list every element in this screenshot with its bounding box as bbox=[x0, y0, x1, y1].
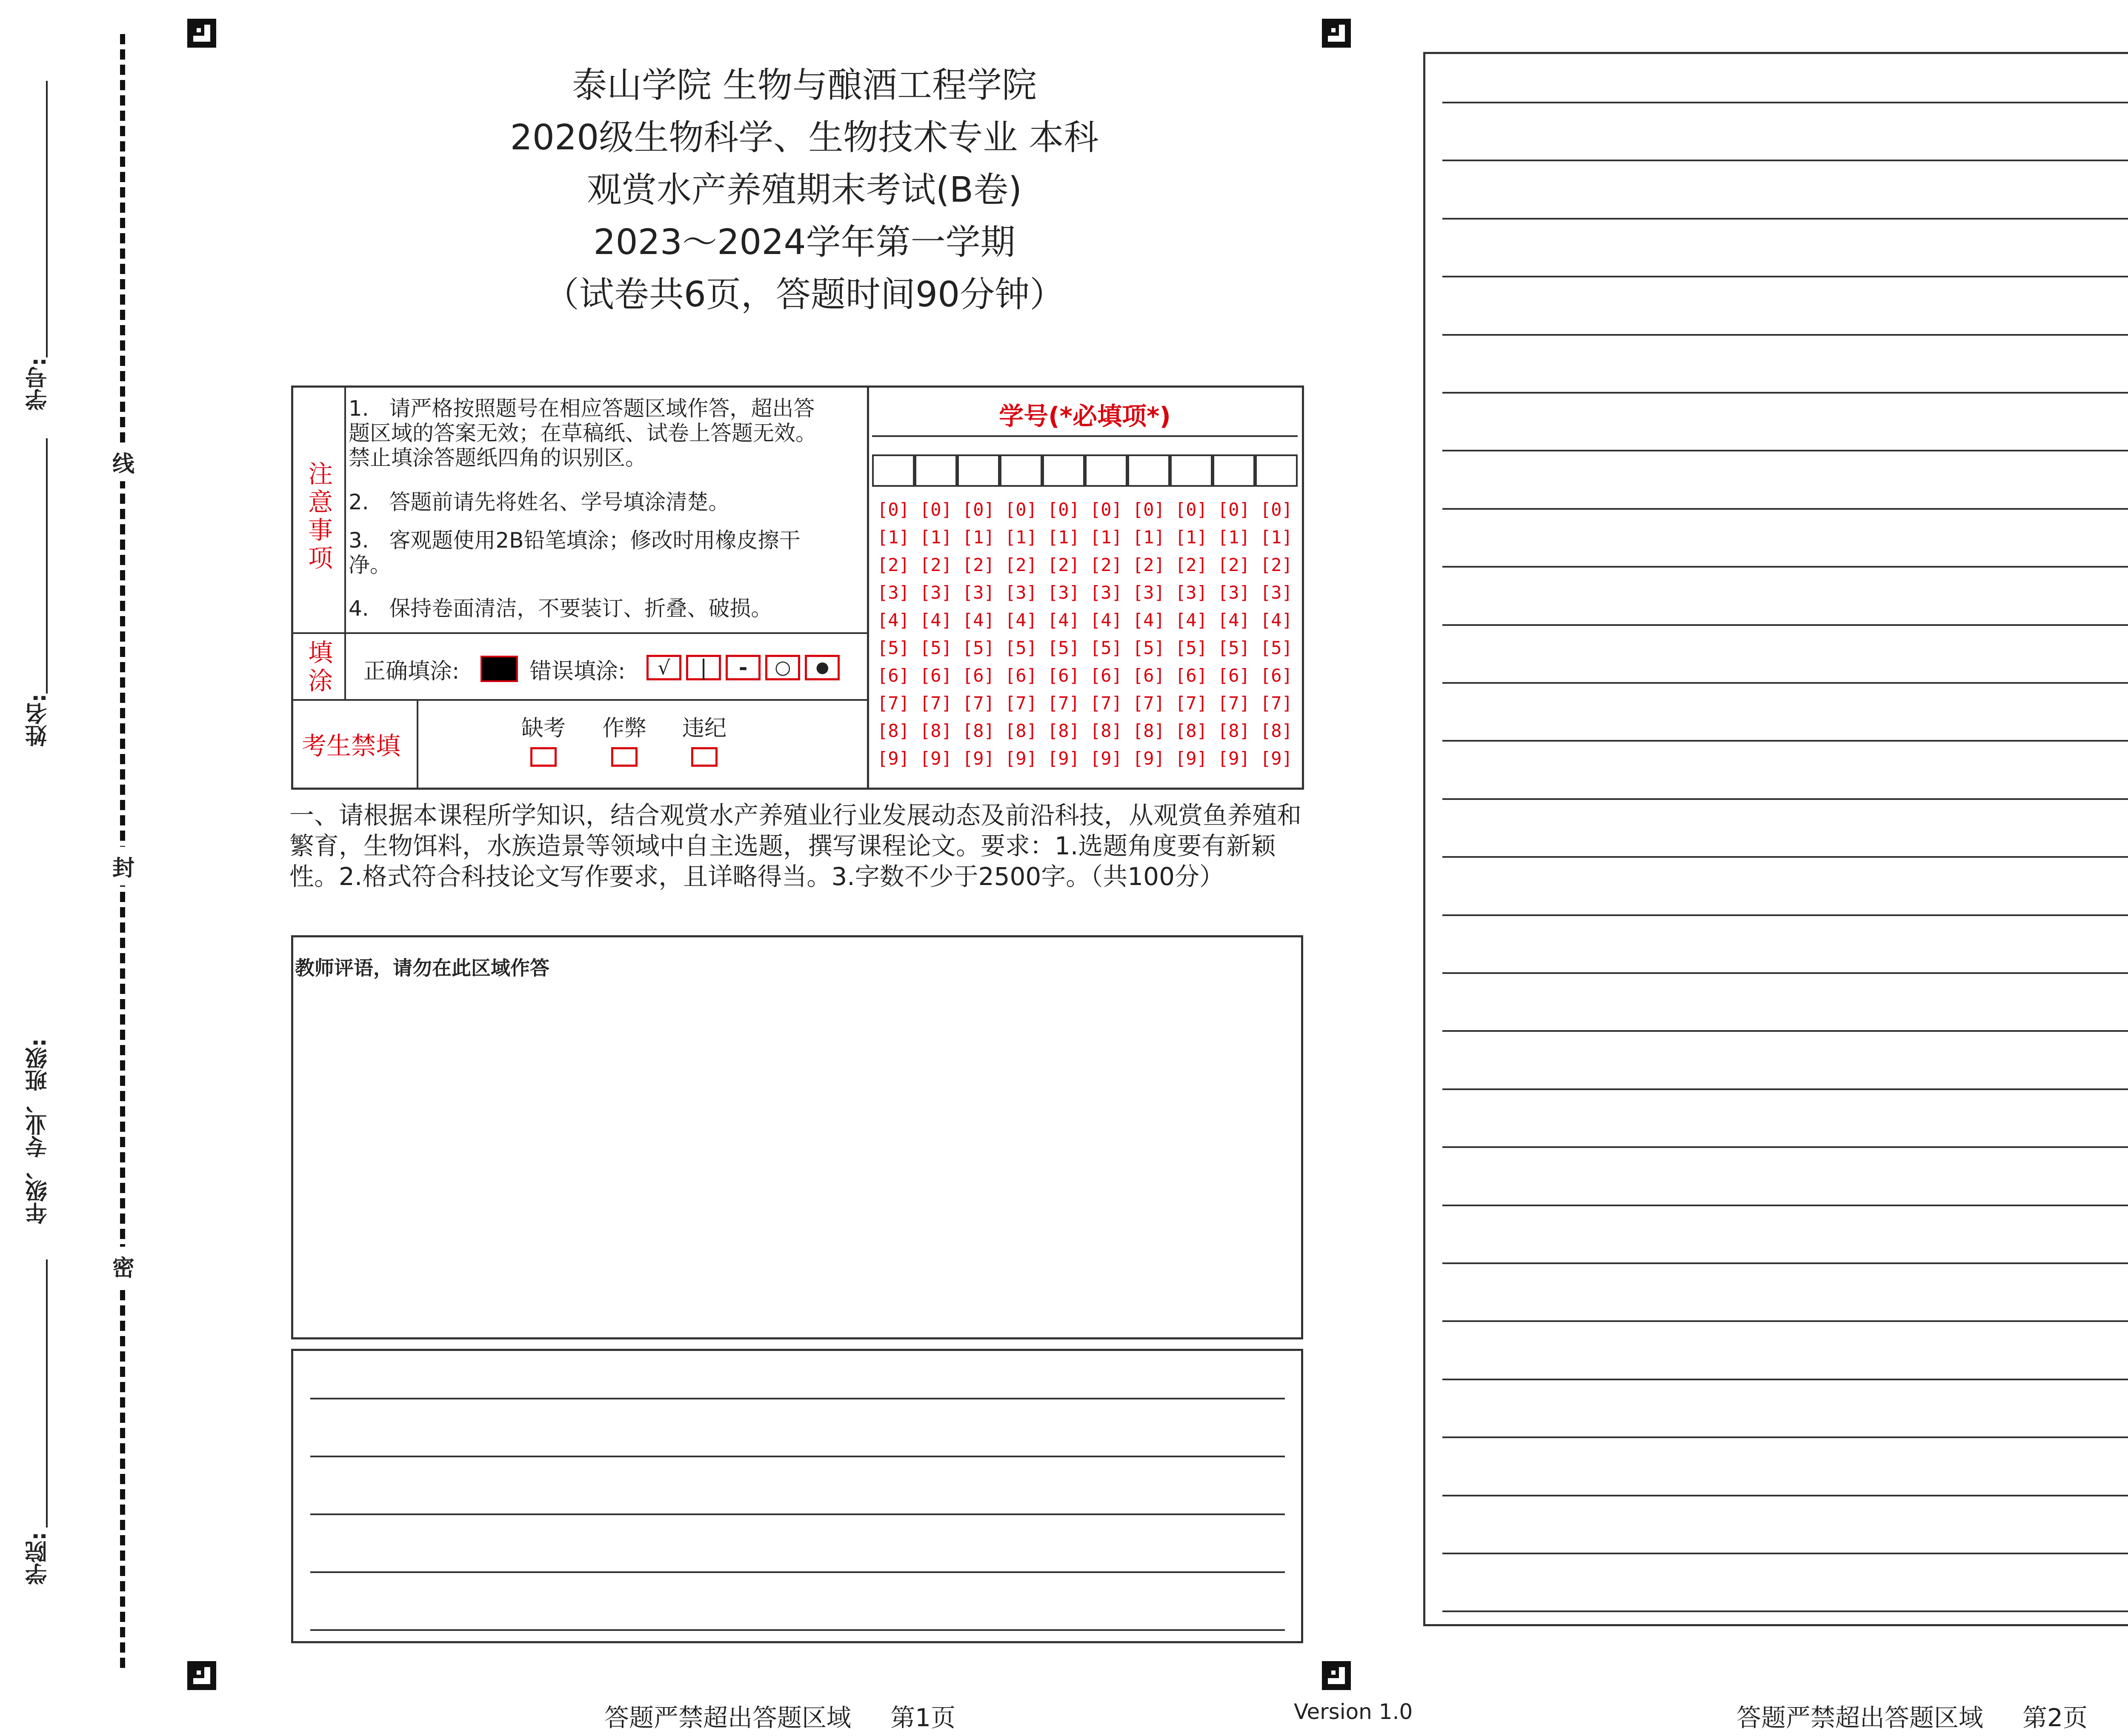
student-id-bubble[interactable]: [8] bbox=[1260, 720, 1293, 741]
student-id-label: 学号: bbox=[26, 357, 51, 411]
student-id-bubble[interactable]: [7] bbox=[1047, 693, 1080, 714]
answer-line bbox=[310, 1629, 1285, 1631]
alignment-marker-top-center bbox=[1322, 19, 1351, 48]
footer-page1: 答题严禁超出答题区域 第1页 bbox=[604, 1703, 956, 1732]
student-id-bubble[interactable]: [7] bbox=[1133, 693, 1165, 714]
answer-line bbox=[1442, 218, 2128, 220]
name-field[interactable] bbox=[46, 438, 48, 694]
answer-line bbox=[1442, 1495, 2128, 1496]
student-id-bubble[interactable]: [1] bbox=[1218, 527, 1250, 548]
prohibited-cheating-label: 作弊 bbox=[602, 716, 646, 741]
student-id-bubble[interactable]: [6] bbox=[920, 665, 952, 686]
prohibited-absent-box[interactable] bbox=[530, 747, 557, 767]
student-id-bubble[interactable]: [4] bbox=[920, 610, 952, 631]
teacher-comment-area bbox=[291, 935, 1303, 1339]
student-id-bubble[interactable]: [0] bbox=[962, 499, 995, 520]
student-id-bubble[interactable]: [5] bbox=[1260, 637, 1293, 658]
answer-line bbox=[1442, 334, 2128, 336]
header-line-major: 2020级生物科学、生物技术专业 本科 bbox=[510, 117, 1099, 158]
student-id-digit-box[interactable] bbox=[1255, 454, 1298, 487]
answer-line bbox=[1442, 1030, 2128, 1032]
student-id-bubble[interactable]: [4] bbox=[962, 610, 995, 631]
answer-line bbox=[1442, 508, 2128, 510]
alignment-marker-bottom-left bbox=[187, 1661, 216, 1690]
student-id-bubble[interactable]: [4] bbox=[1133, 610, 1165, 631]
prohibited-absent-label: 缺考 bbox=[521, 716, 566, 741]
student-id-bubble[interactable]: [4] bbox=[1260, 610, 1293, 631]
student-id-bubble[interactable]: [6] bbox=[1005, 665, 1037, 686]
prohibited-cheating[interactable] bbox=[599, 710, 650, 767]
notice-item-4: 4. 保持卷面清洁，不要装订、折叠、破损。 bbox=[349, 596, 772, 621]
cut-mark-secret: 密 bbox=[112, 1247, 134, 1285]
wrong-mark-dash: - bbox=[726, 655, 761, 680]
student-id-digit-box[interactable] bbox=[1213, 454, 1255, 487]
student-id-bubble[interactable]: [3] bbox=[962, 582, 995, 603]
student-id-bubble[interactable]: [5] bbox=[962, 637, 995, 658]
student-id-bubble[interactable]: [1] bbox=[1005, 527, 1037, 548]
student-id-bubble[interactable]: [6] bbox=[1260, 665, 1293, 686]
student-id-bubble[interactable]: [9] bbox=[1260, 748, 1293, 769]
student-id-bubble[interactable]: [6] bbox=[1218, 665, 1250, 686]
student-id-bubble[interactable]: [1] bbox=[962, 527, 995, 548]
student-id-bubble[interactable]: [3] bbox=[1175, 582, 1207, 603]
student-id-bubble[interactable]: [4] bbox=[1047, 610, 1080, 631]
answer-line bbox=[310, 1398, 1285, 1399]
student-id-bubble[interactable]: [6] bbox=[877, 665, 910, 686]
student-id-title: 学号(*必填项*) bbox=[999, 402, 1171, 431]
student-id-bubble[interactable]: [9] bbox=[1047, 748, 1080, 769]
student-id-bubble[interactable]: [1] bbox=[877, 527, 910, 548]
student-id-bubble[interactable]: [4] bbox=[1218, 610, 1250, 631]
header-line-exam: 观赏水产养殖期末考试(B卷) bbox=[586, 170, 1022, 210]
cut-mark-seal: 封 bbox=[112, 847, 134, 885]
answer-area-page1[interactable] bbox=[291, 1349, 1303, 1643]
student-id-bubble[interactable]: [0] bbox=[1005, 499, 1037, 520]
fill-example-correct-label: 正确填涂: bbox=[363, 659, 460, 684]
student-id-bubble[interactable]: [0] bbox=[1218, 499, 1250, 520]
student-id-bubble[interactable]: [0] bbox=[1260, 499, 1293, 520]
student-id-bubble[interactable]: [8] bbox=[1090, 720, 1122, 741]
student-id-bubble[interactable]: [8] bbox=[1047, 720, 1080, 741]
student-id-bubble[interactable]: [0] bbox=[1090, 499, 1122, 520]
student-id-bubble[interactable]: [5] bbox=[920, 637, 952, 658]
notice-label: 注意事项 bbox=[308, 460, 333, 573]
wrong-mark-bar: | bbox=[686, 655, 721, 680]
question-text: 一、请根据本课程所学知识，结合观赏水产养殖业行业发展动态及前沿科技，从观赏鱼养殖和繁育，生物饵料，水族造景等领域中自主选题，撰写课程论文。要求：1.选题角度要有新颖性。2.格式符合科技论文写作要求，且详略得当。3.字数不少于2500字。（共100分） bbox=[289, 801, 1302, 891]
student-id-bubble[interactable]: [5] bbox=[1133, 637, 1165, 658]
answer-line bbox=[310, 1456, 1285, 1457]
student-id-bubble[interactable]: [6] bbox=[962, 665, 995, 686]
fill-example-label: 填涂 bbox=[308, 638, 333, 695]
student-id-bubble[interactable]: [4] bbox=[877, 610, 910, 631]
student-id-bubble[interactable]: [4] bbox=[1005, 610, 1037, 631]
answer-line bbox=[1442, 102, 2128, 103]
school-label: 学院: bbox=[26, 1532, 51, 1585]
student-id-bubble[interactable]: [8] bbox=[1218, 720, 1250, 741]
correct-fill-sample bbox=[481, 656, 518, 682]
student-id-bubble[interactable]: [2] bbox=[1260, 554, 1293, 575]
student-id-bubble[interactable]: [7] bbox=[1005, 693, 1037, 714]
student-id-bubble[interactable]: [2] bbox=[1218, 554, 1250, 575]
answer-line bbox=[1442, 856, 2128, 858]
student-id-bubble[interactable]: [6] bbox=[1133, 665, 1165, 686]
prohibited-absent[interactable] bbox=[518, 710, 569, 767]
student-id-bubble[interactable]: [2] bbox=[920, 554, 952, 575]
answer-line bbox=[1442, 1436, 2128, 1438]
answer-line bbox=[1442, 1610, 2128, 1612]
student-id-bubble[interactable]: [5] bbox=[1090, 637, 1122, 658]
student-id-bubble[interactable]: [9] bbox=[1005, 748, 1037, 769]
student-id-bubble[interactable]: [0] bbox=[1047, 499, 1080, 520]
student-id-bubble[interactable]: [3] bbox=[1133, 582, 1165, 603]
student-id-bubble[interactable]: [2] bbox=[1090, 554, 1122, 575]
student-id-bubble[interactable]: [6] bbox=[1175, 665, 1207, 686]
student-id-digit-box[interactable] bbox=[1085, 454, 1127, 487]
student-id-bubble[interactable]: [1] bbox=[1175, 527, 1207, 548]
answer-line bbox=[1442, 566, 2128, 568]
student-id-digit-box[interactable] bbox=[1127, 454, 1170, 487]
alignment-marker-top-left bbox=[187, 19, 216, 48]
student-id-bubble[interactable]: [0] bbox=[877, 499, 910, 520]
prohibited-violation-label: 违纪 bbox=[682, 716, 726, 741]
header-line-pages: （试卷共6页，答题时间90分钟） bbox=[544, 274, 1065, 315]
wrong-mark-circle: ○ bbox=[765, 655, 800, 680]
answer-line bbox=[1442, 740, 2128, 742]
fill-example-wrong-label: 错误填涂: bbox=[529, 659, 626, 684]
wrong-mark-dot: ● bbox=[805, 655, 840, 680]
answer-line bbox=[310, 1571, 1285, 1573]
student-id-bubble[interactable]: [8] bbox=[1005, 720, 1037, 741]
student-id-bubble[interactable]: [4] bbox=[1175, 610, 1207, 631]
cut-mark-line: 线 bbox=[112, 443, 134, 481]
student-id-bubble[interactable]: [0] bbox=[920, 499, 952, 520]
answer-area-page2[interactable] bbox=[1423, 52, 2128, 1626]
answer-line bbox=[1442, 276, 2128, 277]
student-id-digit-box[interactable] bbox=[957, 454, 1000, 487]
header-line-school: 泰山学院 生物与酿酒工程学院 bbox=[572, 65, 1037, 106]
student-id-bubble[interactable]: [3] bbox=[1260, 582, 1293, 603]
header-line-term: 2023～2024学年第一学期 bbox=[593, 222, 1015, 263]
answer-line bbox=[1442, 624, 2128, 626]
notice-item-2: 2. 答题前请先将姓名、学号填涂清楚。 bbox=[349, 490, 730, 514]
student-id-bubble[interactable]: [7] bbox=[877, 693, 910, 714]
teacher-comment-label: 教师评语，请勿在此区域作答 bbox=[295, 957, 549, 979]
name-label: 姓名: bbox=[26, 694, 51, 747]
student-id-bubble[interactable]: [1] bbox=[920, 527, 952, 548]
answer-line bbox=[1442, 1262, 2128, 1264]
answer-line bbox=[1442, 1553, 2128, 1554]
student-id-bubble[interactable]: [3] bbox=[1090, 582, 1122, 603]
prohibited-violation[interactable] bbox=[679, 710, 730, 767]
alignment-marker-bottom-center bbox=[1322, 1661, 1351, 1690]
answer-line bbox=[1442, 914, 2128, 916]
footer-version: Version 1.0 bbox=[1294, 1699, 1413, 1724]
student-id-bubble[interactable]: [3] bbox=[920, 582, 952, 603]
student-id-bubble[interactable]: [1] bbox=[1260, 527, 1293, 548]
answer-line bbox=[1442, 1320, 2128, 1322]
student-id-bubble[interactable]: [8] bbox=[1133, 720, 1165, 741]
student-id-bubble[interactable]: [0] bbox=[1133, 499, 1165, 520]
student-id-digit-box[interactable] bbox=[915, 454, 957, 487]
student-id-bubble[interactable]: [9] bbox=[962, 748, 995, 769]
student-id-bubble[interactable]: [5] bbox=[1218, 637, 1250, 658]
answer-line bbox=[1442, 798, 2128, 800]
student-id-bubble[interactable]: [7] bbox=[1175, 693, 1207, 714]
student-id-bubble[interactable]: [2] bbox=[962, 554, 995, 575]
wrong-mark-check: √ bbox=[646, 655, 681, 680]
student-id-bubble[interactable]: [5] bbox=[877, 637, 910, 658]
student-id-field[interactable] bbox=[46, 81, 48, 357]
student-id-bubble[interactable]: [7] bbox=[962, 693, 995, 714]
student-id-digit-box[interactable] bbox=[1042, 454, 1085, 487]
student-id-bubble[interactable]: [5] bbox=[1005, 637, 1037, 658]
student-id-bubble[interactable]: [0] bbox=[1175, 499, 1207, 520]
student-id-bubble[interactable]: [1] bbox=[1133, 527, 1165, 548]
info-box bbox=[291, 385, 1304, 790]
answer-line bbox=[1442, 1088, 2128, 1090]
student-id-bubble[interactable]: [3] bbox=[877, 582, 910, 603]
prohibited-cheating-box[interactable] bbox=[611, 747, 638, 767]
class-label: 年级、专业、班级: bbox=[26, 1038, 51, 1224]
student-id-bubble[interactable]: [9] bbox=[1090, 748, 1122, 769]
footer-page2: 答题严禁超出答题区域 第2页 bbox=[1736, 1703, 2088, 1732]
student-id-bubble[interactable]: [9] bbox=[1218, 748, 1250, 769]
answer-line bbox=[1442, 682, 2128, 684]
student-id-bubble[interactable]: [8] bbox=[962, 720, 995, 741]
student-id-bubble[interactable]: [8] bbox=[920, 720, 952, 741]
student-id-bubble[interactable]: [7] bbox=[1218, 693, 1250, 714]
student-id-bubble[interactable]: [9] bbox=[877, 748, 910, 769]
answer-line bbox=[1442, 160, 2128, 161]
student-id-digit-box[interactable] bbox=[872, 454, 915, 487]
student-id-bubble[interactable]: [1] bbox=[1090, 527, 1122, 548]
student-id-bubble[interactable]: [6] bbox=[1047, 665, 1080, 686]
student-id-bubble[interactable]: [7] bbox=[1260, 693, 1293, 714]
notice-item-3: 3. 客观题使用2B铅笔填涂；修改时用橡皮擦干净。 bbox=[349, 528, 801, 577]
student-id-bubble[interactable]: [6] bbox=[1090, 665, 1122, 686]
student-id-bubble[interactable]: [9] bbox=[1175, 748, 1207, 769]
student-id-bubble[interactable]: [9] bbox=[1133, 748, 1165, 769]
answer-line bbox=[1442, 1205, 2128, 1206]
prohibited-label: 考生禁填 bbox=[302, 731, 401, 760]
student-id-bubble[interactable]: [3] bbox=[1047, 582, 1080, 603]
answer-line bbox=[1442, 1146, 2128, 1148]
student-id-bubble[interactable]: [9] bbox=[920, 748, 952, 769]
notice-item-1: 1. 请严格按照题号在相应答题区域作答，超出答题区域的答案无效；在草稿纸、试卷上答题无效。禁止填涂答题纸四角的识别区。 bbox=[349, 396, 817, 470]
student-id-bubble[interactable]: [3] bbox=[1005, 582, 1037, 603]
student-id-digit-box[interactable] bbox=[1170, 454, 1213, 487]
student-id-bubble[interactable]: [8] bbox=[1175, 720, 1207, 741]
answer-line bbox=[1442, 1379, 2128, 1380]
student-id-bubble[interactable]: [1] bbox=[1047, 527, 1080, 548]
student-id-bubble[interactable]: [2] bbox=[877, 554, 910, 575]
student-id-bubble[interactable]: [3] bbox=[1218, 582, 1250, 603]
answer-line bbox=[310, 1513, 1285, 1515]
student-id-bubble[interactable]: [2] bbox=[1175, 554, 1207, 575]
student-id-bubble[interactable]: [2] bbox=[1047, 554, 1080, 575]
school-field[interactable] bbox=[46, 1281, 48, 1528]
answer-line bbox=[1442, 392, 2128, 394]
student-id-bubble[interactable]: [2] bbox=[1005, 554, 1037, 575]
student-id-bubble[interactable]: [4] bbox=[1090, 610, 1122, 631]
answer-line bbox=[1442, 972, 2128, 974]
student-id-bubble[interactable]: [5] bbox=[1047, 637, 1080, 658]
student-id-bubble[interactable]: [8] bbox=[877, 720, 910, 741]
answer-line bbox=[1442, 450, 2128, 451]
student-id-bubble[interactable]: [7] bbox=[1090, 693, 1122, 714]
student-id-bubble[interactable]: [7] bbox=[920, 693, 952, 714]
student-id-bubble[interactable]: [2] bbox=[1133, 554, 1165, 575]
student-id-bubble[interactable]: [5] bbox=[1175, 637, 1207, 658]
wrong-fill-samples bbox=[646, 655, 840, 680]
prohibited-violation-box[interactable] bbox=[691, 747, 718, 767]
student-id-digit-box[interactable] bbox=[1000, 454, 1042, 487]
